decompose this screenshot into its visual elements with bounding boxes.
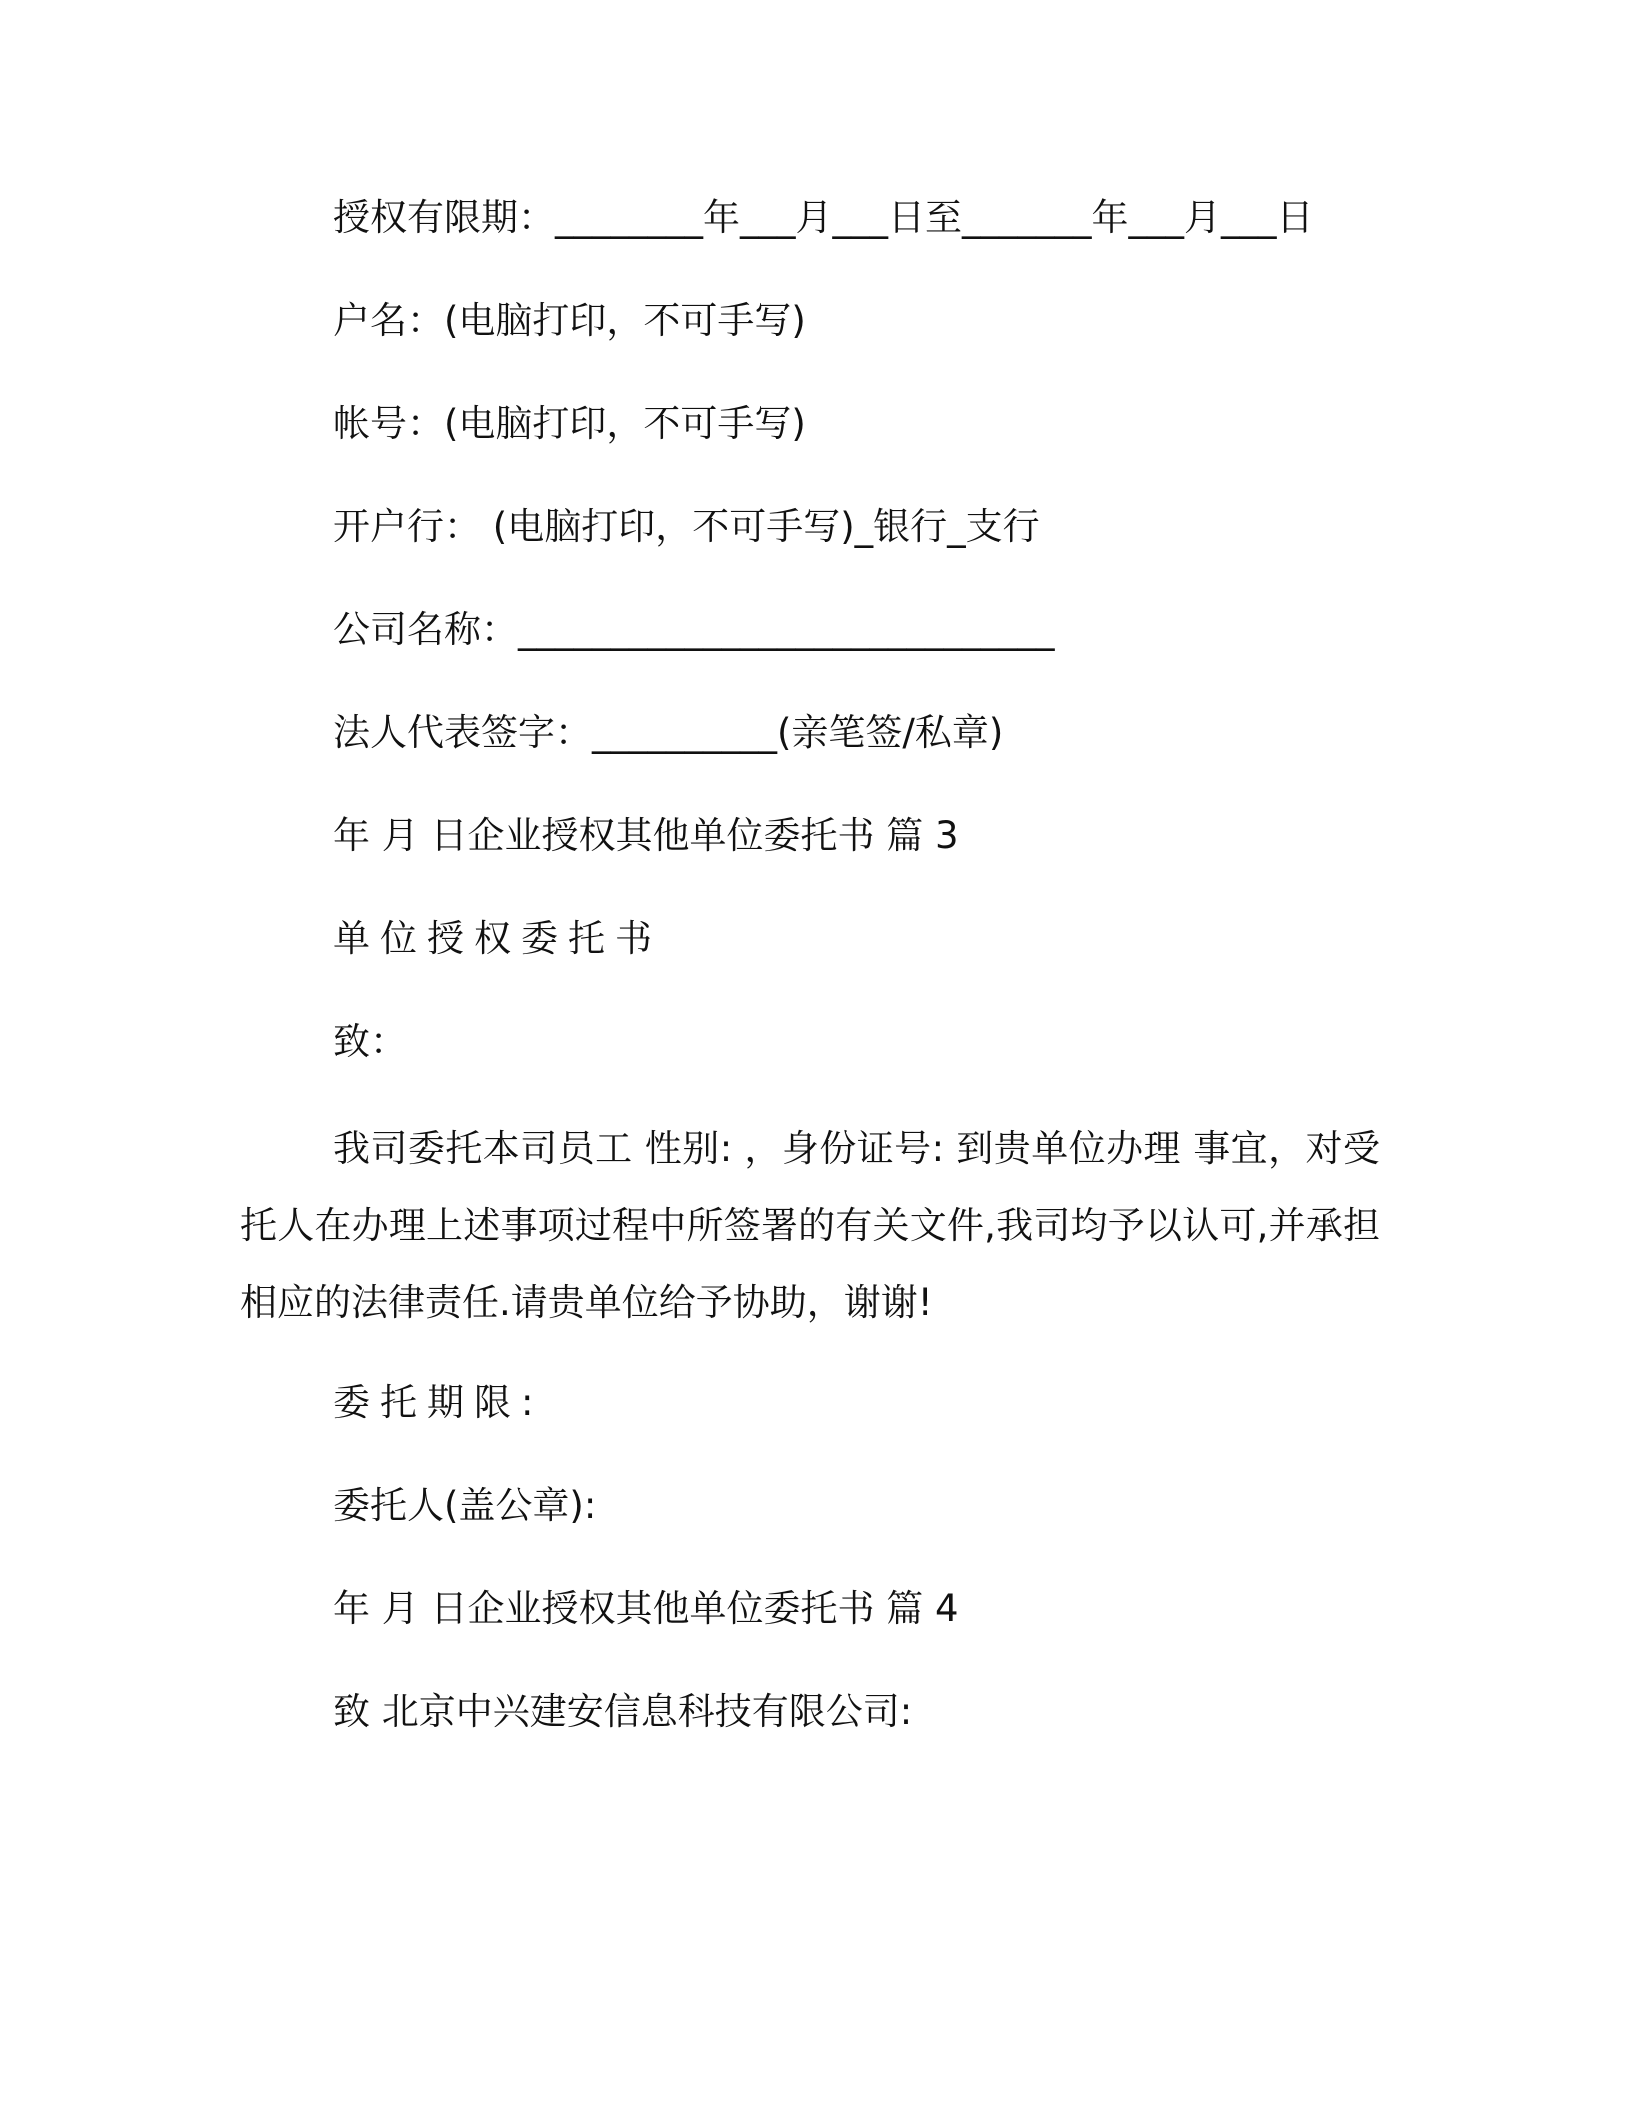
- addressee-label: 致：: [333, 1020, 407, 1063]
- section-4-heading: 年 月 日企业授权其他单位委托书 篇 4: [333, 1587, 959, 1630]
- unit-authorization-title: 单位授权委托书: [333, 917, 662, 960]
- addressee-company-line: 致 北京中兴建安信息科技有限公司:: [333, 1690, 913, 1733]
- company-name-line: 公司名称：_____________________________: [333, 608, 1055, 651]
- principal-seal-line: 委托人(盖公章):: [333, 1484, 597, 1527]
- account-name-line: 户名：(电脑打印，不可手写): [333, 299, 806, 342]
- authorization-body-paragraph: 我司委托本司员工 性别: ，身份证号: 到贵单位办理 事宜，对受托人在办理上述事项过程中所签署的有关文件,我司均予以认可,并承担相应的法律责任.请贵单位给予协助，谢谢!: [240, 1127, 1380, 1324]
- account-number-line: 帐号：(电脑打印，不可手写): [333, 402, 806, 445]
- authorization-period-line: 授权有限期：________年___月___日至_______年___月___日: [333, 196, 1314, 239]
- legal-representative-signature-line: 法人代表签字：__________(亲笔签/私章): [333, 711, 1004, 754]
- entrust-period-line: 委托期限:: [333, 1381, 544, 1424]
- section-3-heading: 年 月 日企业授权其他单位委托书 篇 3: [333, 814, 959, 857]
- opening-bank-line: 开户行： (电脑打印，不可手写)_银行_支行: [333, 505, 1040, 548]
